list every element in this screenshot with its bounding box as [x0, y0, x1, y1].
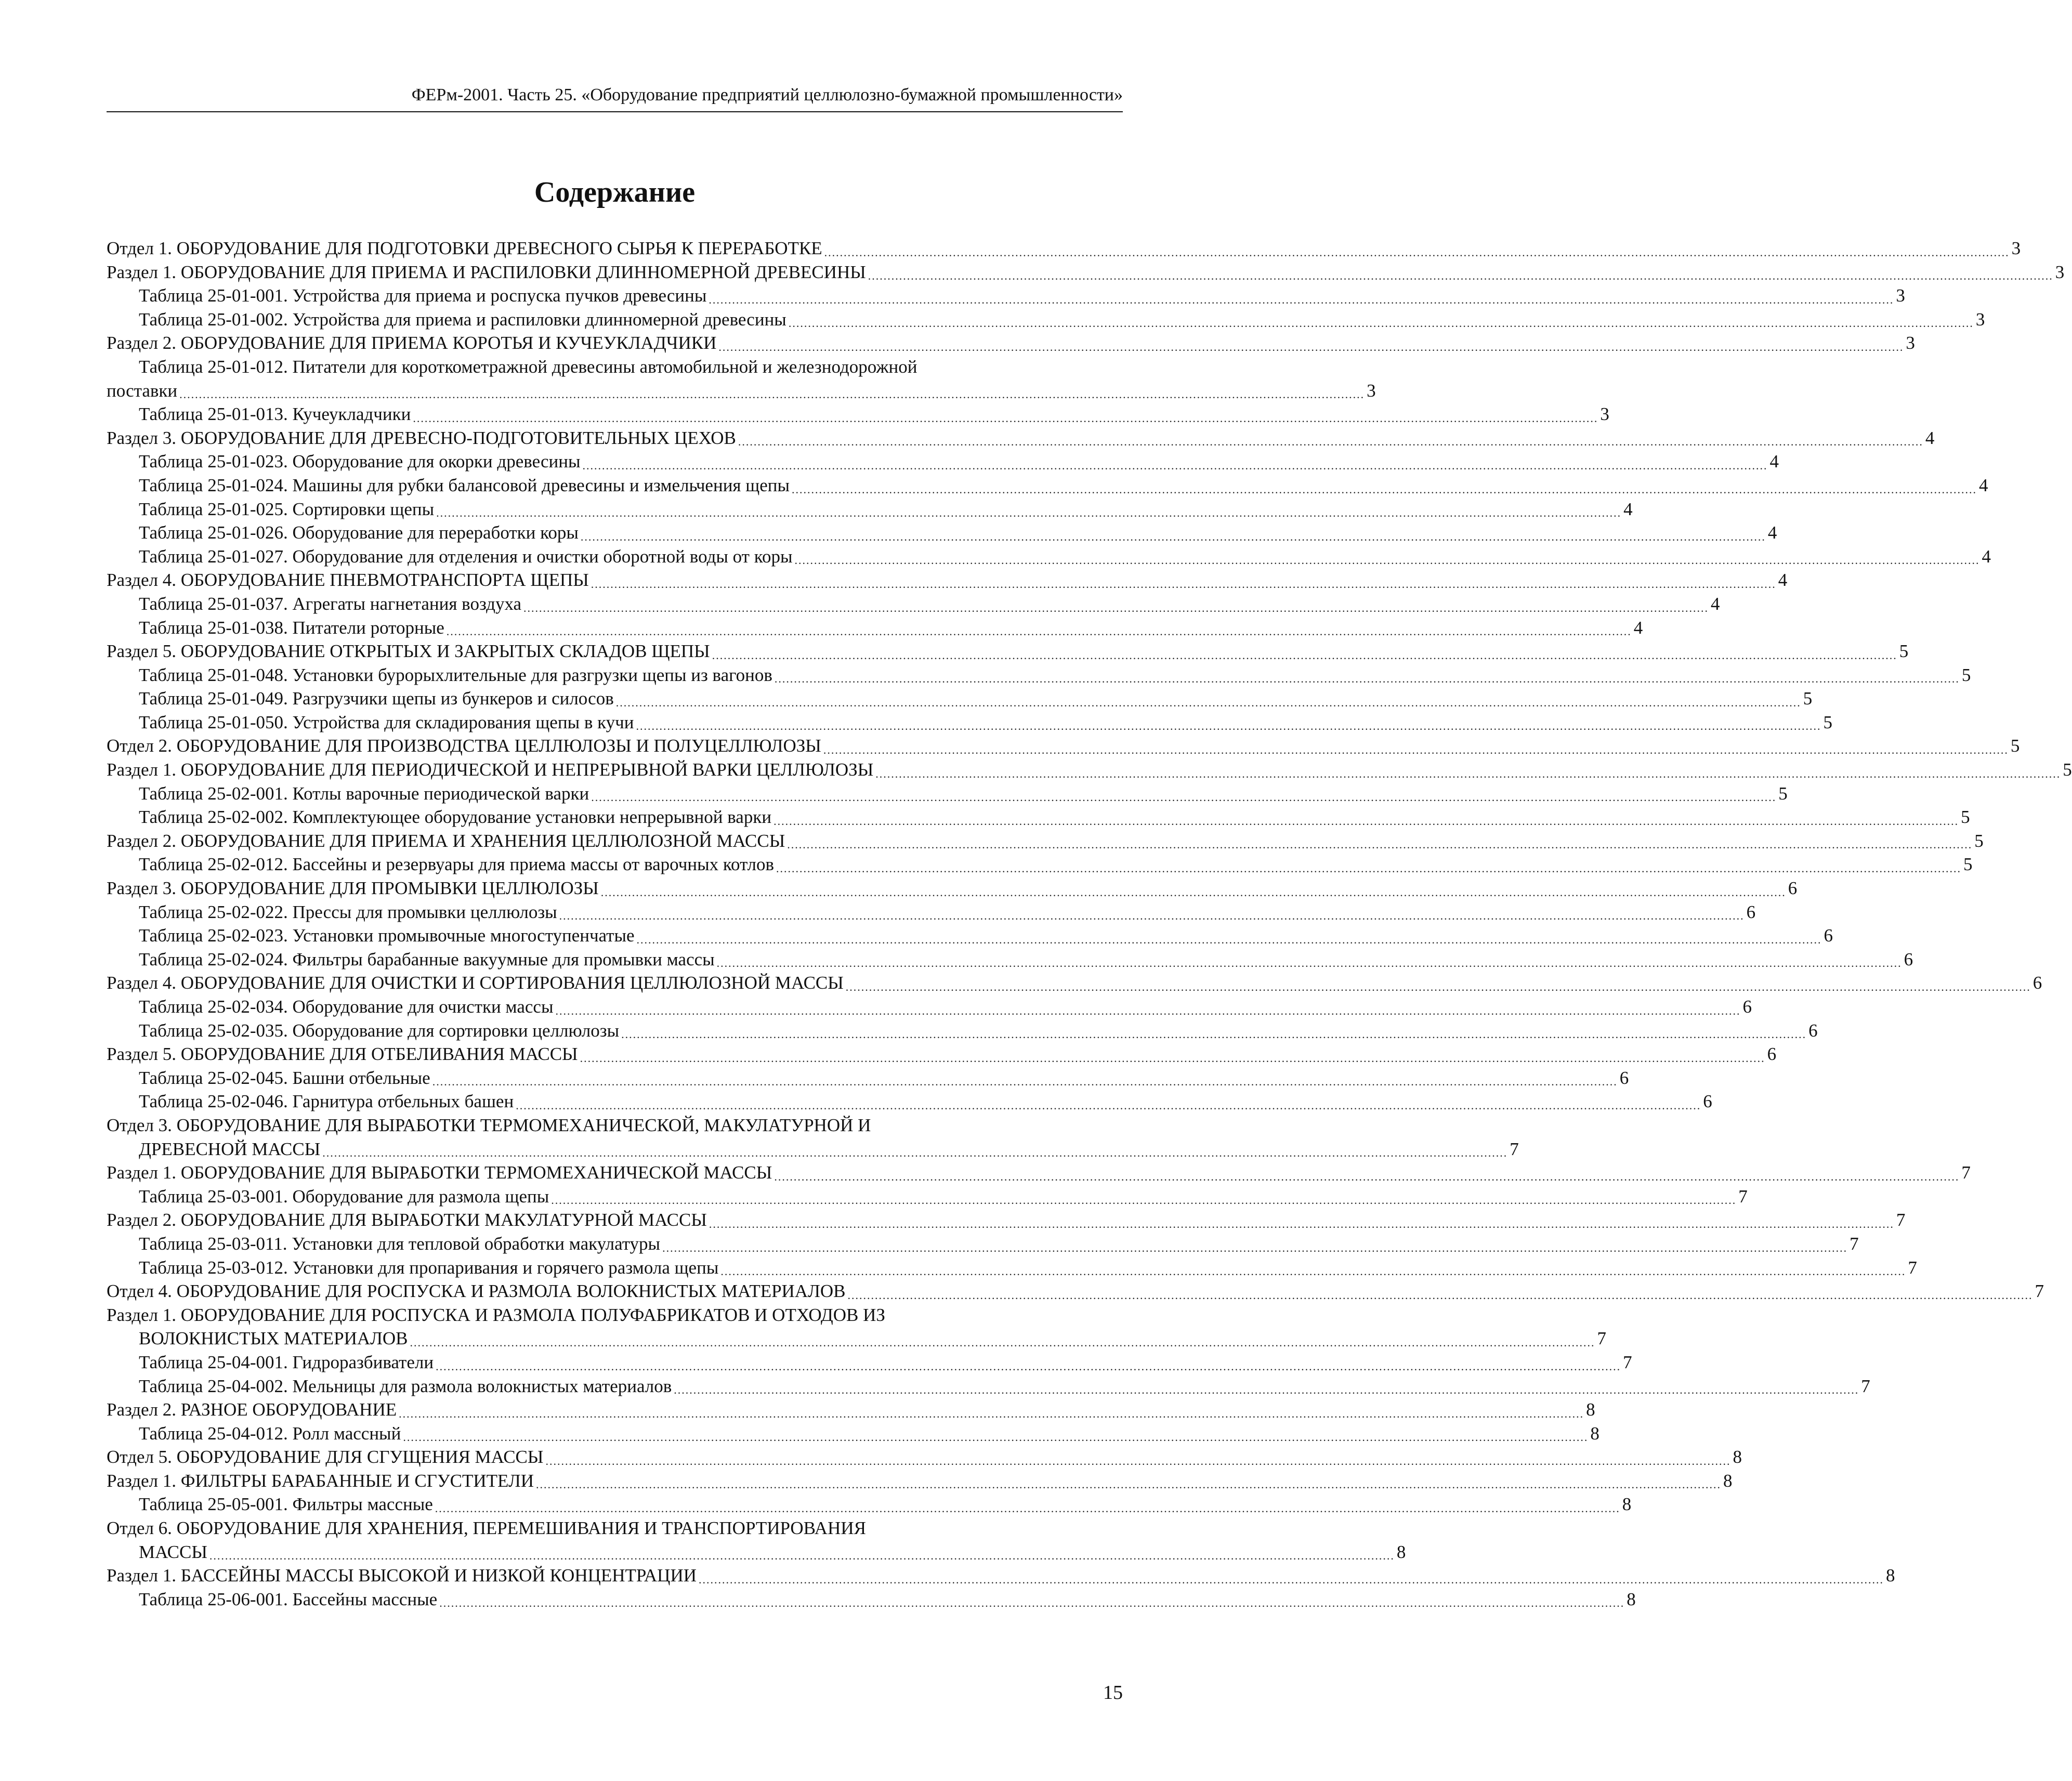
toc-page-number: 7: [1850, 1233, 1859, 1254]
leader-dots: [403, 1430, 1588, 1445]
toc-page-number: 5: [1823, 712, 1832, 732]
leader-dots: [555, 1003, 1740, 1019]
leader-dots: [536, 1477, 1721, 1492]
leader-dots: [559, 908, 1745, 924]
toc-entry-label: Раздел 2. ОБОРУДОВАНИЕ ДЛЯ ВЫРАБОТКИ МАКУЛАТУРНОЙ МАССЫ: [107, 1210, 707, 1230]
toc-page-number: 8: [1586, 1399, 1595, 1420]
toc-entry-table[interactable]: [107, 711, 1832, 735]
toc-entry-label: Таблица 25-01-026. Оборудование для переработки коры: [139, 522, 579, 543]
toc-page-number: 8: [1886, 1565, 1895, 1586]
toc-entry-label: Таблица 25-02-034. Оборудование для очистки массы: [139, 997, 554, 1017]
leader-dots: [824, 245, 2010, 260]
toc-entry-label: Таблица 25-01-050. Устройства для складирования щепы в кучи: [139, 712, 634, 732]
toc-entry-razdel-continuation[interactable]: [107, 1327, 1607, 1351]
toc-entry-table[interactable]: [107, 853, 1973, 876]
leader-dots: [712, 648, 1897, 663]
toc-entry-label: Раздел 2. ОБОРУДОВАНИЕ ДЛЯ ПРИЕМА КОРОТЬЯ И КУЧЕУКЛАДЧИКИ: [107, 333, 717, 353]
leader-dots: [636, 718, 1821, 734]
leader-dots: [868, 268, 2053, 284]
leader-dots: [709, 1216, 1894, 1232]
toc-entry-otdel[interactable]: [107, 1279, 2044, 1303]
leader-dots: [551, 1193, 1736, 1208]
toc-entry-label: Раздел 2. РАЗНОЕ ОБОРУДОВАНИЕ: [107, 1399, 397, 1420]
toc-entry-table[interactable]: [107, 1090, 1712, 1114]
toc-page-number: 7: [1597, 1328, 1607, 1349]
toc-entry-label: ДРЕВЕСНОЙ МАССЫ: [139, 1138, 321, 1159]
toc-page-number: 8: [1622, 1494, 1632, 1515]
toc-entry-table[interactable]: [107, 1374, 1870, 1398]
toc-entry-label: Таблица 25-01-002. Устройства для приема и распиловки длинномерной древесины: [139, 309, 786, 330]
toc-page-number: 5: [2063, 759, 2072, 780]
toc-entry-table[interactable]: [107, 497, 1633, 521]
leader-dots: [717, 955, 1902, 971]
toc-page-number: 8: [1733, 1447, 1742, 1468]
toc-page-number: 8: [1627, 1589, 1636, 1609]
toc-page-number: 7: [1908, 1257, 1917, 1278]
toc-page-number: 7: [1738, 1186, 1748, 1207]
toc-entry-label: Таблица 25-01-027. Оборудование для отделения и очистки оборотной воды от коры: [139, 546, 793, 567]
toc-page-number: 8: [1723, 1470, 1733, 1491]
leader-dots: [621, 1027, 1806, 1042]
toc-entry-table[interactable]: [107, 782, 1788, 806]
leader-dots: [674, 1382, 1859, 1398]
toc-entry-table[interactable]: [107, 474, 1988, 497]
toc-entry-table[interactable]: [107, 284, 1905, 308]
toc-entry-label: Таблица 25-02-001. Котлы варочные периодической варки: [139, 783, 589, 804]
toc-entry-label: Таблица 25-02-022. Прессы для промывки целлюлозы: [139, 901, 557, 922]
toc-entry-razdel[interactable]: [107, 1469, 1733, 1493]
leader-dots: [823, 742, 2009, 758]
toc-entry-otdel-continuation[interactable]: [107, 1137, 1519, 1161]
toc-entry-table-continuation[interactable]: [107, 379, 1376, 403]
toc-entry-table[interactable]: [107, 663, 1971, 687]
toc-page-number: 4: [1623, 499, 1633, 519]
toc-entry-label: Таблица 25-01-038. Питатели роторные: [139, 617, 444, 638]
toc-entry-label: Таблица 25-01-037. Агрегаты нагнетания воздуха: [139, 593, 522, 614]
leader-dots: [773, 814, 1959, 829]
toc-entry-razdel[interactable]: [107, 1042, 1777, 1066]
toc-entry-label: Таблица 25-03-001. Оборудование для размола щепы: [139, 1186, 549, 1207]
toc-page-number: 3: [1896, 285, 1905, 306]
toc-page-number: 7: [1896, 1210, 1906, 1230]
leader-dots: [616, 695, 1801, 711]
toc-page-number: 5: [1974, 830, 1984, 851]
toc-page-number: 3: [2011, 238, 2021, 258]
toc-page-number: 4: [1925, 427, 1935, 448]
toc-page-number: 3: [1367, 380, 1376, 401]
toc-entry-razdel[interactable]: [107, 971, 2042, 995]
toc-page-number: 6: [1619, 1067, 1629, 1088]
toc-entry-table[interactable]: [107, 995, 1752, 1019]
toc-entry-razdel[interactable]: [107, 639, 1909, 663]
toc-entry-label: ВОЛОКНИСТЫХ МАТЕРИАЛОВ: [139, 1328, 408, 1349]
toc-entry-label: Раздел 1. ОБОРУДОВАНИЕ ДЛЯ ВЫРАБОТКИ ТЕРМОМЕХАНИЧЕСКОЙ МАССЫ: [107, 1162, 772, 1183]
leader-dots: [720, 1264, 1906, 1279]
toc-entry-label: Отдел 4. ОБОРУДОВАНИЕ ДЛЯ РОСПУСКА И РАЗМОЛА ВОЛОКНИСТЫХ МАТЕРИАЛОВ: [107, 1281, 846, 1302]
leader-dots: [709, 292, 1894, 308]
toc-page-number: 6: [1824, 925, 1833, 946]
toc-page-number: 5: [1963, 854, 1973, 875]
toc-entry-label: Таблица 25-02-024. Фильтры барабанные вакуумные для промывки массы: [139, 949, 715, 970]
leader-dots: [413, 411, 1598, 426]
toc-entry-otdel[interactable]: [107, 237, 2021, 260]
toc-entry-table[interactable]: [107, 592, 1720, 616]
toc-entry-otdel-first-line[interactable]: Отдел 6. ОБОРУДОВАНИЕ ДЛЯ ХРАНЕНИЯ, ПЕРЕМЕШИВАНИЯ И ТРАНСПОРТИРОВАНИЯ: [107, 1518, 866, 1539]
toc-entry-table-first-line[interactable]: Таблица 25-01-012. Питатели для короткометражной древесины автомобильной и железнодорожной: [139, 356, 917, 377]
toc-entry-label: Таблица 25-02-012. Бассейны и резервуары для приема массы от варочных котлов: [139, 854, 775, 875]
toc-entry-table[interactable]: [107, 1422, 1599, 1446]
toc-entry-table[interactable]: [107, 1185, 1748, 1209]
toc-entry-razdel[interactable]: [107, 1208, 1906, 1232]
toc-entry-table[interactable]: [107, 1019, 1818, 1043]
leader-dots: [179, 387, 1365, 402]
toc-entry-label: Таблица 25-02-045. Башни отбельные: [139, 1067, 430, 1088]
toc-page-number: 5: [1961, 664, 1971, 685]
toc-entry-label: Таблица 25-02-035. Оборудование для сортировки целлюлозы: [139, 1020, 620, 1041]
toc-entry-razdel[interactable]: [107, 1398, 1595, 1422]
leader-dots: [545, 1453, 1730, 1469]
toc-page-number: 4: [1982, 546, 1991, 567]
leader-dots: [637, 932, 1822, 948]
toc-entry-razdel[interactable]: [107, 331, 1915, 355]
toc-entry-label: Раздел 4. ОБОРУДОВАНИЕ ДЛЯ ОЧИСТКИ И СОРТИРОВАНИЯ ЦЕЛЛЮЛОЗНОЙ МАССЫ: [107, 973, 844, 993]
toc-page-number: 4: [1778, 570, 1788, 591]
leader-dots: [447, 624, 1632, 639]
toc-entry-label: Таблица 25-06-001. Бассейны массные: [139, 1589, 438, 1609]
leader-dots: [718, 339, 1904, 355]
leader-dots: [699, 1572, 1884, 1588]
toc-page-number: 4: [1633, 617, 1643, 638]
leader-dots: [209, 1548, 1395, 1564]
toc-page-number: 4: [1769, 451, 1779, 472]
toc-page-number: 4: [1979, 475, 1988, 495]
leader-dots: [792, 482, 1977, 497]
toc-entry-label: Таблица 25-02-046. Гарнитура отбельных башен: [139, 1091, 514, 1112]
leader-dots: [787, 837, 1972, 853]
leader-dots: [875, 766, 2061, 782]
toc-entry-table[interactable]: [107, 616, 1643, 640]
toc-entry-table[interactable]: [107, 1588, 1636, 1612]
toc-entry-label: Раздел 1. БАССЕЙНЫ МАССЫ ВЫСОКОЙ И НИЗКОЙ КОНЦЕНТРАЦИИ: [107, 1565, 697, 1586]
header-rule: [107, 111, 1123, 112]
leader-dots: [846, 979, 2031, 995]
toc-entry-label: Раздел 3. ОБОРУДОВАНИЕ ДЛЯ ДРЕВЕСНО-ПОДГОТОВИТЕЛЬНЫХ ЦЕХОВ: [107, 427, 736, 448]
toc-entry-label: Таблица 25-01-024. Машины для рубки балансовой древесины и измельчения щепы: [139, 475, 790, 495]
toc-page-number: 7: [1510, 1138, 1519, 1159]
toc-page-number: 6: [1742, 997, 1752, 1017]
toc-entry-table[interactable]: [107, 805, 1970, 829]
toc-entry-table[interactable]: [107, 1492, 1632, 1516]
toc-entry-label: Отдел 5. ОБОРУДОВАНИЕ ДЛЯ СГУЩЕНИЯ МАССЫ: [107, 1447, 544, 1468]
toc-page-number: 3: [1975, 309, 1985, 330]
leader-dots: [581, 529, 1766, 545]
toc-entry-table[interactable]: [107, 308, 1985, 332]
toc-entry-otdel-first-line[interactable]: Отдел 3. ОБОРУДОВАНИЕ ДЛЯ ВЫРАБОТКИ ТЕРМОМЕХАНИЧЕСКОЙ, МАКУЛАТУРНОЙ И: [107, 1115, 871, 1135]
toc-entry-otdel[interactable]: [107, 734, 2020, 758]
leader-dots: [601, 885, 1786, 900]
leader-dots: [432, 1074, 1618, 1090]
toc-page-number: 7: [1961, 1162, 1971, 1183]
toc-entry-label: Таблица 25-04-012. Ролл массный: [139, 1423, 401, 1444]
toc-page-number: 5: [1778, 783, 1788, 804]
toc-entry-label: Раздел 5. ОБОРУДОВАНИЕ ДЛЯ ОТБЕЛИВАНИЯ МАССЫ: [107, 1044, 578, 1065]
page-number: 15: [1103, 1682, 1123, 1704]
leader-dots: [847, 1288, 2032, 1303]
toc-page-number: 4: [1711, 593, 1720, 614]
toc-page-number: 6: [1767, 1044, 1777, 1065]
leader-dots: [591, 577, 1776, 592]
toc-entry-razdel[interactable]: [107, 426, 1935, 450]
toc-entry-razdel[interactable]: [107, 876, 1798, 900]
toc-entry-label: Раздел 4. ОБОРУДОВАНИЕ ПНЕВМОТРАНСПОРТА ЩЕПЫ: [107, 570, 589, 591]
toc-page-number: 5: [1899, 641, 1909, 662]
toc-entry-table[interactable]: [107, 924, 1833, 948]
toc-entry-label: Таблица 25-03-011. Установки для тепловой обработки макулатуры: [139, 1233, 661, 1254]
leader-dots: [523, 600, 1709, 616]
toc-entry-label: Таблица 25-01-049. Разгрузчики щепы из бункеров и силосов: [139, 688, 614, 709]
toc-entry-table[interactable]: [107, 1066, 1629, 1090]
toc-entry-table[interactable]: [107, 1232, 1859, 1256]
table-of-contents: [107, 237, 2072, 1611]
toc-page-number: 6: [1703, 1091, 1712, 1112]
running-header: ФЕРм-2001. Часть 25. «Оборудование предприятий целлюлозно-бумажной промышленности»: [411, 85, 1123, 104]
toc-entry-razdel[interactable]: [107, 260, 2065, 284]
toc-entry-label: Таблица 25-03-012. Установки для пропаривания и горячего размола щепы: [139, 1257, 719, 1278]
toc-entry-otdel-continuation[interactable]: [107, 1540, 1406, 1564]
toc-entry-label: Раздел 1. ОБОРУДОВАНИЕ ДЛЯ ПРИЕМА И РАСПИЛОВКИ ДЛИННОМЕРНОЙ ДРЕВЕСИНЫ: [107, 261, 866, 282]
toc-entry-table[interactable]: [107, 1351, 1632, 1374]
leader-dots: [776, 861, 1961, 876]
toc-entry-table[interactable]: [107, 687, 1813, 711]
toc-entry-label: МАССЫ: [139, 1541, 207, 1562]
leader-dots: [516, 1098, 1701, 1114]
leader-dots: [789, 316, 1974, 331]
toc-entry-table[interactable]: [107, 545, 1991, 569]
toc-page-number: 3: [2055, 261, 2065, 282]
toc-page-number: 4: [1767, 522, 1777, 543]
leader-dots: [580, 1051, 1765, 1066]
toc-entry-table[interactable]: [107, 402, 1609, 426]
toc-page-number: 6: [1788, 878, 1798, 899]
leader-dots: [738, 434, 1923, 450]
toc-page-number: 5: [1803, 688, 1813, 709]
toc-entry-razdel[interactable]: [107, 829, 1984, 853]
toc-entry-label: Таблица 25-01-025. Сортировки щепы: [139, 499, 435, 519]
toc-page-number: 6: [1904, 949, 1913, 970]
toc-page-number: 7: [1861, 1376, 1870, 1396]
toc-page-number: 5: [2010, 736, 2020, 756]
toc-entry-table[interactable]: [107, 1256, 1917, 1280]
leader-dots: [794, 553, 1979, 568]
toc-page-number: 6: [1746, 901, 1756, 922]
leader-dots: [775, 671, 1960, 687]
toc-entry-label: Таблица 25-01-001. Устройства для приема и роспуска пучков древесины: [139, 285, 707, 306]
toc-page-number: 8: [1590, 1423, 1599, 1444]
leader-dots: [436, 1359, 1621, 1374]
toc-page-number: 6: [2032, 973, 2042, 993]
leader-dots: [399, 1406, 1584, 1422]
toc-entry-razdel[interactable]: [107, 568, 1788, 592]
toc-entry-label: Отдел 2. ОБОРУДОВАНИЕ ДЛЯ ПРОИЗВОДСТВА ЦЕЛЛЮЛОЗЫ И ПОЛУЦЕЛЛЮЛОЗЫ: [107, 736, 821, 756]
leader-dots: [410, 1335, 1595, 1351]
toc-entry-label: Раздел 2. ОБОРУДОВАНИЕ ДЛЯ ПРИЕМА И ХРАНЕНИЯ ЦЕЛЛЮЛОЗНОЙ МАССЫ: [107, 830, 785, 851]
leader-dots: [591, 790, 1776, 805]
toc-page-number: 7: [2035, 1281, 2044, 1302]
leader-dots: [583, 458, 1768, 474]
toc-entry-label: Раздел 3. ОБОРУДОВАНИЕ ДЛЯ ПРОМЫВКИ ЦЕЛЛЮЛОЗЫ: [107, 878, 599, 899]
leader-dots: [439, 1595, 1624, 1611]
toc-entry-table[interactable]: [107, 900, 1756, 924]
toc-entry-label: Таблица 25-01-013. Кучеукладчики: [139, 404, 411, 425]
leader-dots: [774, 1169, 1959, 1185]
toc-entry-label: Таблица 25-02-002. Комплектующее оборудование установки непрерывной варки: [139, 807, 772, 828]
toc-entry-razdel[interactable]: [107, 1161, 1971, 1185]
toc-entry-label: поставки: [107, 380, 178, 401]
toc-entry-label: Таблица 25-04-001. Гидроразбиватели: [139, 1352, 434, 1372]
toc-page-number: 8: [1396, 1541, 1406, 1562]
toc-page-number: 6: [1808, 1020, 1818, 1041]
leader-dots: [322, 1145, 1507, 1161]
toc-page-number: 7: [1623, 1352, 1632, 1372]
leader-dots: [436, 505, 1621, 521]
toc-page-number: 3: [1906, 333, 1915, 353]
toc-entry-label: Таблица 25-05-001. Фильтры массные: [139, 1494, 433, 1515]
toc-entry-label: Раздел 1. ФИЛЬТРЫ БАРАБАННЫЕ И СГУСТИТЕЛИ: [107, 1470, 534, 1491]
page-title: Содержание: [534, 176, 696, 208]
toc-entry-label: Таблица 25-02-023. Установки промывочные многоступенчатые: [139, 925, 635, 946]
leader-dots: [662, 1240, 1847, 1256]
leader-dots: [435, 1501, 1620, 1516]
toc-entry-table[interactable]: [107, 948, 1913, 972]
toc-entry-label: Таблица 25-01-023. Оборудование для окорки древесины: [139, 451, 581, 472]
toc-entry-razdel[interactable]: [107, 758, 2072, 782]
toc-page-number: 5: [1961, 807, 1970, 828]
toc-entry-table[interactable]: [107, 521, 1777, 545]
toc-entry-label: Раздел 1. ОБОРУДОВАНИЕ ДЛЯ ПЕРИОДИЧЕСКОЙ И НЕПРЕРЫВНОЙ ВАРКИ ЦЕЛЛЮЛОЗЫ: [107, 759, 874, 780]
toc-entry-table[interactable]: [107, 450, 1779, 474]
toc-page-number: 3: [1600, 404, 1609, 425]
toc-entry-label: Отдел 1. ОБОРУДОВАНИЕ ДЛЯ ПОДГОТОВКИ ДРЕВЕСНОГО СЫРЬЯ К ПЕРЕРАБОТКЕ: [107, 238, 822, 258]
toc-entry-label: Раздел 5. ОБОРУДОВАНИЕ ОТКРЫТЫХ И ЗАКРЫТЫХ СКЛАДОВ ЩЕПЫ: [107, 641, 710, 662]
toc-entry-razdel[interactable]: [107, 1564, 1895, 1588]
toc-entry-otdel[interactable]: [107, 1445, 1742, 1469]
toc-entry-label: Таблица 25-04-002. Мельницы для размола волокнистых материалов: [139, 1376, 672, 1396]
toc-entry-label: Таблица 25-01-048. Установки бурорыхлительные для разгрузки щепы из вагонов: [139, 664, 772, 685]
toc-entry-razdel-first-line[interactable]: Раздел 1. ОБОРУДОВАНИЕ ДЛЯ РОСПУСКА И РАЗМОЛА ПОЛУФАБРИКАТОВ И ОТХОДОВ ИЗ: [107, 1304, 885, 1325]
